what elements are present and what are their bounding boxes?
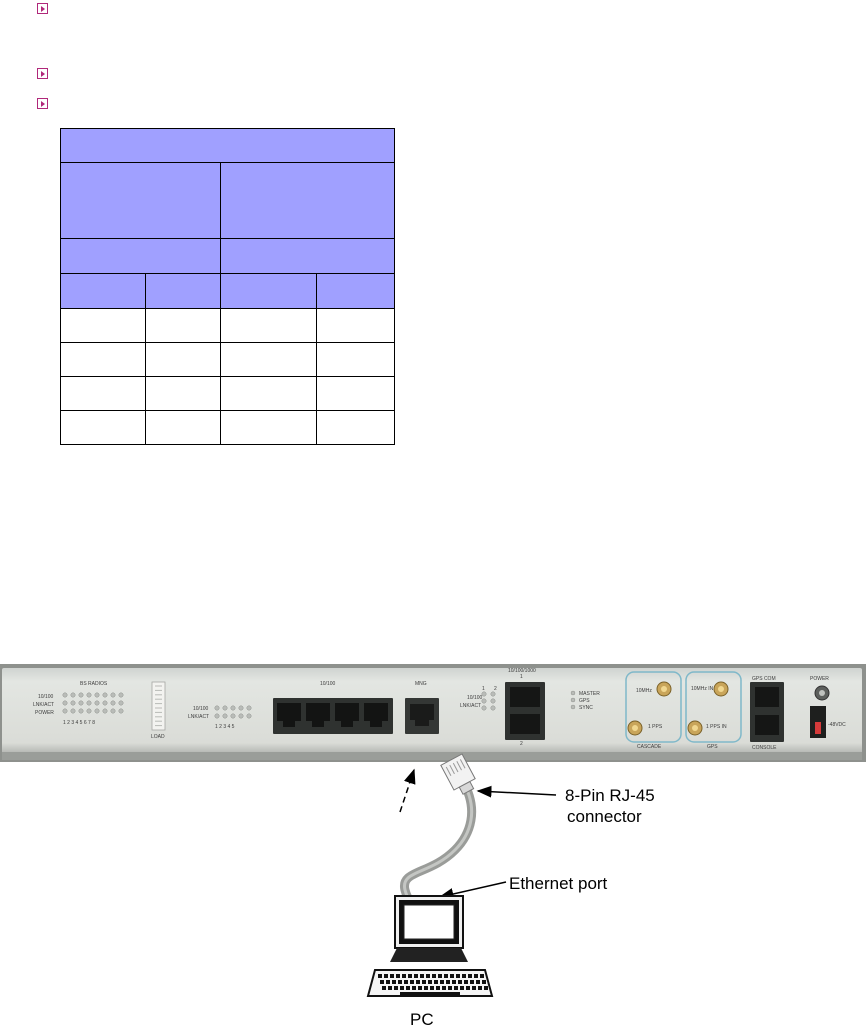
svg-text:10MHz IN: 10MHz IN [691,686,714,692]
led-indicator [87,709,91,713]
svg-text:10MHz: 10MHz [636,688,652,694]
svg-text:10/100: 10/100 [38,694,54,700]
table-header-cell [221,239,395,274]
led-indicator [482,699,486,703]
svg-text:10/100/1000: 10/100/1000 [508,668,536,674]
led-indicator [95,709,99,713]
led-indicator [71,701,75,705]
led-indicator [63,693,67,697]
svg-text:1 2 3 4 5 6 7 8: 1 2 3 4 5 6 7 8 [63,720,95,726]
pc-label: PC [410,1010,434,1029]
svg-text:LNK/ACT: LNK/ACT [188,714,210,720]
svg-text:MNG: MNG [415,681,427,687]
led-indicator [95,701,99,705]
svg-text:2: 2 [494,686,497,692]
gps-com-console-ports [750,676,784,751]
led-indicator [119,709,123,713]
led-indicator [215,714,219,718]
led-indicator [95,693,99,697]
led-indicator [491,699,495,703]
led-indicator [119,701,123,705]
ethernet-port-label: Ethernet port [509,874,608,893]
svg-text:LNK/ACT: LNK/ACT [460,703,482,709]
rj45-port [306,703,330,721]
connector-arrow [478,791,556,795]
led-indicator [247,706,251,710]
connector-label-2: connector [567,807,642,826]
svg-text:LNK/ACT: LNK/ACT [33,702,55,708]
svg-text:MASTER: MASTER [579,691,600,697]
connector-label: 8-Pin RJ-45 [565,786,655,805]
svg-text:10/100: 10/100 [193,706,209,712]
led-indicator [231,706,235,710]
status-leds [571,691,575,709]
svg-text:10/100: 10/100 [467,695,483,701]
table-header-cell [61,129,395,163]
svg-text:1: 1 [520,674,523,680]
svg-text:1 PPS: 1 PPS [648,724,663,730]
pc-computer [368,896,492,996]
svg-text:1 2 3 4 5: 1 2 3 4 5 [215,724,235,730]
table-header-cell [221,274,317,309]
svg-text:GPS COM: GPS COM [752,676,776,682]
led-indicator [87,693,91,697]
table-header-cell [61,239,221,274]
svg-text:CONSOLE: CONSOLE [752,745,777,751]
svg-text:GPS: GPS [579,698,590,704]
led-indicator [79,709,83,713]
table-header-cell [317,274,395,309]
led-indicator [71,693,75,697]
svg-text:BS RADIOS: BS RADIOS [80,681,108,687]
led-indicator [239,714,243,718]
led-indicator [103,693,107,697]
table-header-cell [61,163,221,239]
led-indicator [247,714,251,718]
led-indicator [491,706,495,710]
svg-text:LOAD: LOAD [151,734,165,740]
rj45-port [335,703,359,721]
rj45-port [277,703,301,721]
led-indicator [71,709,75,713]
led-indicator [63,701,67,705]
svg-text:CASCADE: CASCADE [637,744,662,750]
led-indicator [215,706,219,710]
led-indicator [223,714,227,718]
svg-text:1 PPS IN: 1 PPS IN [706,724,727,730]
led-indicator [79,693,83,697]
led-indicator [79,701,83,705]
led-indicator [87,701,91,705]
led-indicator [111,701,115,705]
led-indicator [482,692,486,696]
connection-diagram [0,660,866,1031]
svg-text:-48VDC: -48VDC [828,722,846,728]
table-row [61,377,395,411]
svg-text:10/100: 10/100 [320,681,336,687]
svg-text:2: 2 [520,741,523,747]
led-indicator [239,706,243,710]
led-indicator [119,693,123,697]
svg-text:POWER: POWER [810,676,829,682]
bullet-icon [37,68,48,79]
led-indicator [103,709,107,713]
led-indicator [491,692,495,696]
table-row [61,309,395,343]
table-header-cell [146,274,221,309]
table-row [61,343,395,377]
led-indicator [223,706,227,710]
table-header-cell [61,274,146,309]
table-header-cell [221,163,395,239]
svg-text:SYNC: SYNC [579,705,593,711]
led-indicator [111,693,115,697]
gbe-ports [505,682,545,740]
bullet-icon [37,3,48,14]
spec-table [60,128,395,445]
ethernet-port-block [273,698,393,734]
led-indicator [482,706,486,710]
led-indicator [231,714,235,718]
svg-text:GPS: GPS [707,744,718,750]
svg-text:1: 1 [482,686,485,692]
rj45-port [364,703,388,721]
led-indicator [63,709,67,713]
bullet-icon [37,98,48,109]
led-indicator [103,701,107,705]
ethernet-port-arrow [440,882,506,897]
insert-arrow [400,770,414,812]
table-row [61,411,395,445]
led-indicator [111,709,115,713]
svg-text:POWER: POWER [35,710,54,716]
